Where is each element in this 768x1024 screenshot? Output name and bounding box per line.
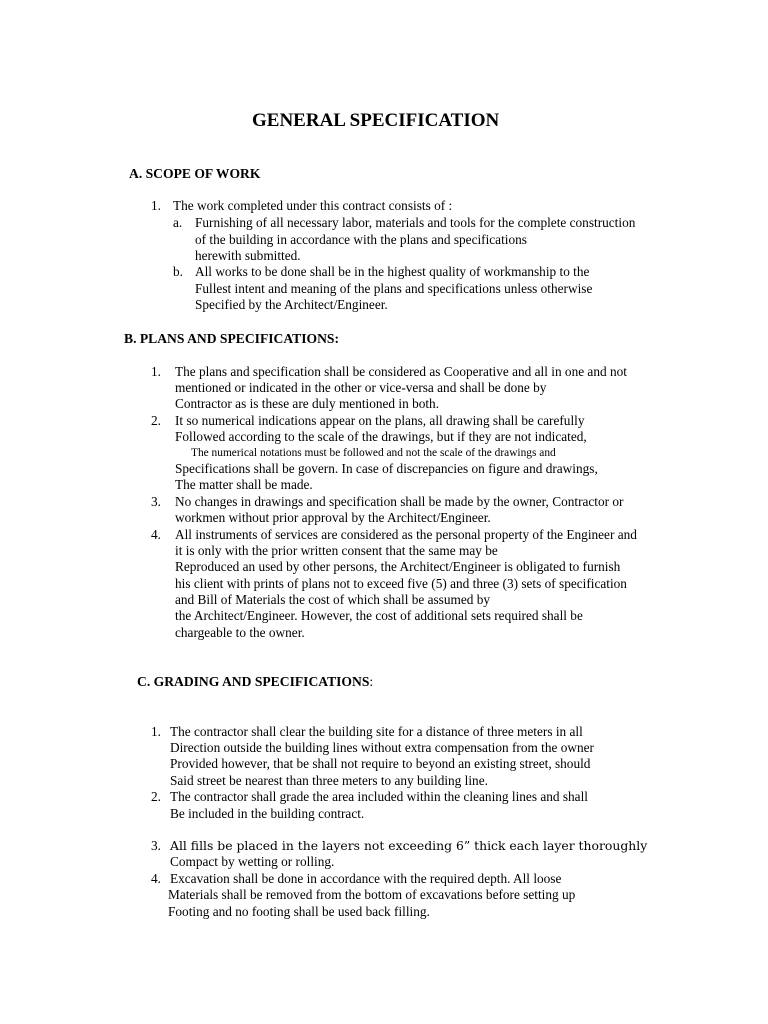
section-c-item-number: 1. — [151, 724, 161, 739]
section-c-item-number: 4. — [151, 871, 161, 886]
section-b-item-number: 4. — [151, 527, 161, 542]
sub-item-b-line: Fullest intent and meaning of the plans and specifications unless otherwise — [195, 281, 593, 296]
section-a-intro-text: The work completed under this contract consists of : — [173, 198, 453, 213]
section-b-item-number: 1. — [151, 364, 161, 379]
section-b-item-line: All instruments of services are considered as the personal property of the Engineer and — [175, 527, 637, 542]
section-c-heading-text: C. GRADING AND SPECIFICATIONS — [137, 674, 370, 689]
section-c-item-line: Excavation shall be done in accordance with the required depth. All loose — [170, 871, 562, 886]
section-b-item-line: his client with prints of plans not to exceed five (5) and three (3) sets of specification — [175, 576, 627, 591]
section-c-item-line: All fills be placed in the layers not exceeding 6” thick each layer thoroughly — [170, 838, 648, 853]
section-b-item-line: The matter shall be made. — [175, 477, 313, 492]
sub-item-b-line: Specified by the Architect/Engineer. — [195, 297, 388, 312]
section-b-item-line-small: The numerical notations must be followed and not the scale of the drawings and — [191, 447, 556, 459]
section-c-item-line: The contractor shall clear the building site for a distance of three meters in all — [170, 724, 583, 739]
section-b-item-line: Specifications shall be govern. In case of discrepancies on figure and drawings, — [175, 461, 598, 476]
section-b-heading: B. PLANS AND SPECIFICATIONS: — [124, 331, 340, 346]
section-b-item-line: and Bill of Materials the cost of which shall be assumed by — [175, 592, 490, 607]
sub-item-b-marker: b. — [173, 264, 183, 279]
sub-item-a-line: of the building in accordance with the plans and specifications — [195, 232, 527, 247]
section-c-item-line: Footing and no footing shall be used back filling. — [168, 904, 430, 919]
section-c-item-line: The contractor shall grade the area included within the cleaning lines and shall — [170, 789, 588, 804]
section-c-heading-colon: : — [369, 674, 374, 689]
section-c-item-line: Materials shall be removed from the bottom of excavations before setting up — [168, 887, 576, 902]
section-a-heading: A. SCOPE OF WORK — [129, 166, 261, 181]
section-c-item-line: Provided however, that be shall not require to beyond an existing street, should — [170, 756, 591, 771]
section-b-item-line: Followed according to the scale of the drawings, but if they are not indicated, — [175, 429, 587, 444]
section-b-item-line: Reproduced an used by other persons, the Architect/Engineer is obligated to furnish — [175, 559, 621, 574]
sub-item-b-line: All works to be done shall be in the highest quality of workmanship to the — [195, 264, 590, 279]
sub-item-a-line: herewith submitted. — [195, 248, 301, 263]
section-b-item-number: 2. — [151, 413, 161, 428]
section-c-heading — [137, 674, 373, 691]
section-c-item-number: 2. — [151, 789, 161, 804]
sub-item-a-line: Furnishing of all necessary labor, materials and tools for the complete construction — [195, 215, 636, 230]
section-b-item-line: Contractor as is these are duly mentioned in both. — [175, 396, 440, 411]
section-b-item-line: chargeable to the owner. — [175, 625, 305, 640]
section-b-item-line: mentioned or indicated in the other or vice-versa and shall be done by — [175, 380, 547, 395]
sub-item-a-marker: a. — [173, 215, 183, 230]
section-c-item-line: Said street be nearest than three meters to any building line. — [170, 773, 488, 788]
section-b-item-line: No changes in drawings and specification shall be made by the owner, Contractor or — [175, 494, 624, 509]
section-b-item-line: it is only with the prior written consent that the same may be — [175, 543, 498, 558]
section-a-item-number: 1. — [151, 198, 161, 213]
page-title: GENERAL SPECIFICATION — [252, 110, 500, 131]
section-b-item-line: workmen without prior approval by the Architect/Engineer. — [175, 510, 491, 525]
section-c-item-line: Be included in the building contract. — [170, 806, 365, 821]
section-c-item-number: 3. — [151, 838, 161, 853]
section-b-item-line: the Architect/Engineer. However, the cost of additional sets required shall be — [175, 608, 583, 623]
section-b-item-line: It so numerical indications appear on the plans, all drawing shall be carefully — [175, 413, 585, 428]
section-b-item-number: 3. — [151, 494, 161, 509]
section-c-item-line: Direction outside the building lines without extra compensation from the owner — [170, 740, 594, 755]
section-c-item-line: Compact by wetting or rolling. — [170, 854, 335, 869]
section-b-item-line: The plans and specification shall be considered as Cooperative and all in one and not — [175, 364, 627, 379]
